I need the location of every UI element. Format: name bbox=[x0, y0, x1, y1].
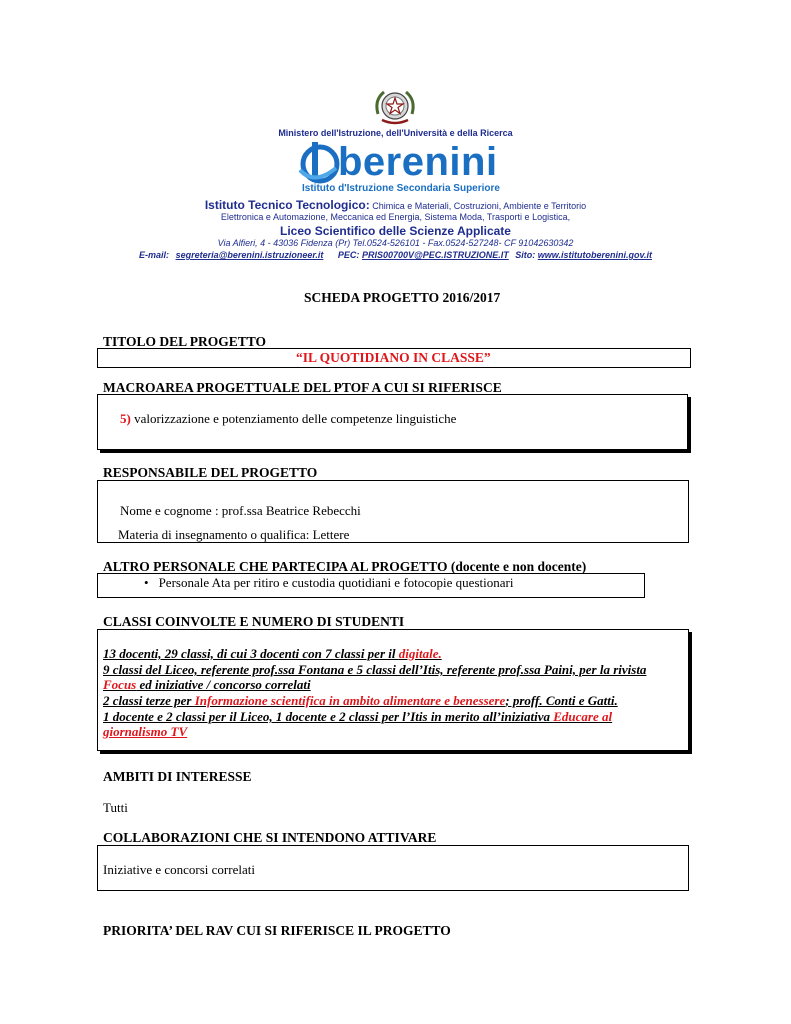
titolo-box bbox=[97, 348, 691, 368]
altro-personale-box bbox=[97, 573, 645, 598]
pec-label: PEC: bbox=[337, 250, 360, 260]
classi-l1-text: 13 docenti, 29 classi, di cui 3 docenti con 7 classi per il bbox=[103, 646, 399, 661]
altro-personale-heading: ALTRO PERSONALE CHE PARTECIPA AL PROGETTO (docente e non docente) bbox=[103, 559, 587, 574]
macroarea-line bbox=[120, 411, 456, 427]
altro-personale-text: Personale Ata per ritiro e custodia quotidiani e fotocopie questionari bbox=[158, 575, 514, 590]
collaborazioni-box bbox=[97, 845, 689, 891]
macroarea-number: 5) bbox=[120, 411, 131, 426]
altro-personale-item bbox=[144, 575, 513, 591]
macroarea-heading: MACROAREA PROGETTUALE DEL PTOF A CUI SI RIFERISCE bbox=[103, 380, 502, 395]
classi-heading: CLASSI COINVOLTE E NUMERO DI STUDENTI bbox=[103, 614, 405, 629]
ambiti-heading: AMBITI DI INTERESSE bbox=[103, 769, 252, 784]
tech-desc: Chimica e Materiali, Costruzioni, Ambiente e Territorio bbox=[372, 201, 587, 211]
contact-line bbox=[0, 250, 791, 260]
classi-l4-text-a: 2 classi terze per bbox=[103, 693, 195, 708]
logo-word: berenini bbox=[338, 140, 498, 184]
classi-l4-red: Informazione scientifica in ambito alimentare e benessere bbox=[194, 693, 506, 708]
macroarea-text: valorizzazione e potenziamento delle competenze linguistiche bbox=[130, 411, 457, 426]
classi-line-5 bbox=[103, 709, 612, 725]
collaborazioni-heading: COLLABORAZIONI CHE SI INTENDONO ATTIVARE bbox=[103, 830, 437, 845]
classi-l4-text-c: ; proff. Conti e Gatti. bbox=[505, 693, 618, 708]
classi-box bbox=[97, 629, 689, 751]
tech-label: Istituto Tecnico Tecnologico: bbox=[204, 198, 370, 212]
classi-line-4 bbox=[103, 693, 618, 709]
classi-l1-red: digitale. bbox=[398, 646, 442, 661]
collaborazioni-value: Iniziative e concorsi correlati bbox=[103, 862, 255, 877]
responsabile-materia: Materia di insegnamento o qualifica: Lettere bbox=[118, 527, 350, 542]
macroarea-box bbox=[97, 394, 688, 450]
tech-line bbox=[0, 198, 791, 212]
pec-link[interactable]: PRIS00700V@PEC.ISTRUZIONE.IT bbox=[361, 250, 509, 260]
classi-line-3 bbox=[103, 677, 311, 693]
responsabile-nome: Nome e cognome : prof.ssa Beatrice Rebecchi bbox=[120, 503, 361, 518]
republic-emblem-icon bbox=[372, 86, 418, 128]
tech-line-2: Elettronica e Automazione, Meccanica ed Energia, Sistema Moda, Trasporti e Logistica, bbox=[220, 212, 571, 222]
classi-line-1 bbox=[103, 646, 442, 662]
titolo-value: “IL QUOTIDIANO IN CLASSE” bbox=[296, 350, 491, 365]
responsabile-heading: RESPONSABILE DEL PROGETTO bbox=[103, 465, 318, 480]
logo-subtitle: Istituto d'Istruzione Secondaria Superiore bbox=[302, 183, 500, 194]
classi-l3-red: Focus bbox=[103, 677, 137, 692]
sito-link[interactable]: www.istitutoberenini.gov.it bbox=[537, 250, 652, 260]
responsabile-box bbox=[97, 480, 689, 543]
ambiti-value: Tutti bbox=[103, 800, 128, 815]
classi-line-6: giornalismo TV bbox=[103, 724, 188, 739]
sito-label: Sito: bbox=[515, 250, 536, 260]
classi-l5-red: Educare al bbox=[553, 709, 613, 724]
bullet-icon: • bbox=[144, 575, 149, 590]
email-link[interactable]: segreteria@berenini.istruzioneer.it bbox=[175, 250, 324, 260]
liceo-name: Liceo Scientifico delle Scienze Applicate bbox=[280, 224, 511, 238]
school-address: Via Alfieri, 4 - 43036 Fidenza (Pr) Tel.0524-526101 - Fax.0524-527248- CF 91042630342 bbox=[217, 238, 574, 248]
titolo-heading: TITOLO DEL PROGETTO bbox=[103, 334, 267, 349]
priorita-heading: PRIORITA’ DEL RAV CUI SI RIFERISCE IL PROGETTO bbox=[103, 923, 451, 938]
ministry-name: Ministero dell'Istruzione, dell'Università e della Ricerca bbox=[278, 128, 513, 138]
classi-l3-text: ed iniziative / concorso correlati bbox=[136, 677, 311, 692]
email-label: E-mail: bbox=[139, 250, 170, 260]
classi-l5-text: 1 docente e 2 classi per il Liceo, 1 docente e 2 classi per l’Itis in merito all’iniziativa bbox=[103, 709, 554, 724]
classi-line-2: 9 classi del Liceo, referente prof.ssa Fontana e 5 classi dell’Itis, referente prof.ssa Paini, per la rivista bbox=[103, 662, 647, 677]
document-title: SCHEDA PROGETTO 2016/2017 bbox=[304, 290, 501, 305]
